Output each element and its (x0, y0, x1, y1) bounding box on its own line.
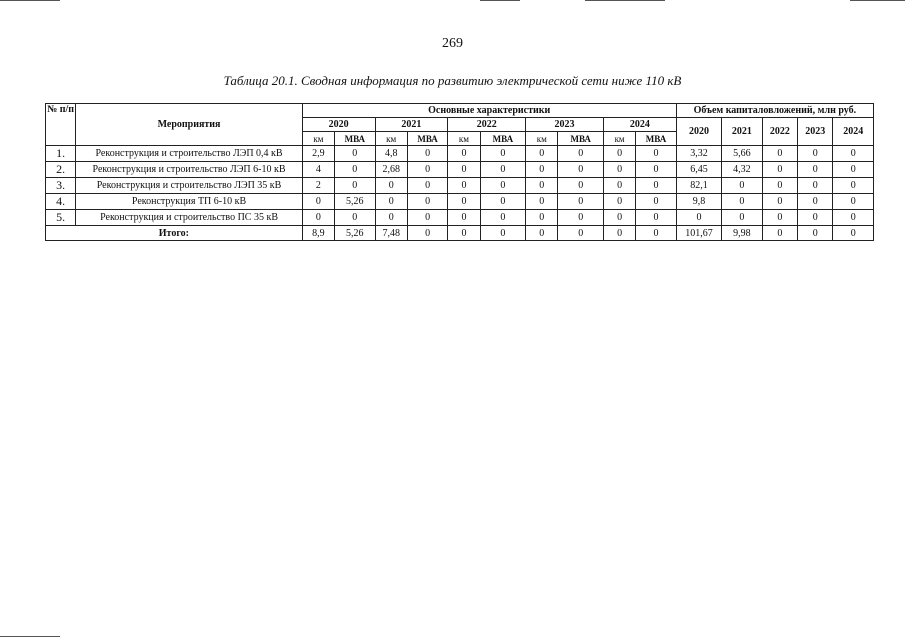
cell-value: 0 (480, 146, 525, 162)
summary-table (45, 103, 874, 241)
cell-value: 4,8 (375, 146, 407, 162)
total-invest: 101,67 (676, 226, 721, 241)
cell-value: 0 (603, 194, 635, 210)
total-value: 8,9 (302, 226, 334, 241)
cell-invest: 0 (833, 210, 874, 226)
header-year-2023: 2023 (526, 118, 604, 132)
total-row (46, 226, 874, 241)
table-title: Таблица 20.1. Сводная информация по развитию электрической сети ниже 110 кВ (223, 73, 682, 88)
cell-value: 0 (375, 210, 407, 226)
header-year-2022: 2022 (448, 118, 526, 132)
row-number: 1. (46, 146, 76, 162)
cell-value: 0 (526, 178, 558, 194)
total-invest: 0 (762, 226, 797, 241)
scan-edge-line-left (0, 0, 60, 1)
header-km: км (375, 132, 407, 146)
cell-value: 0 (603, 162, 635, 178)
total-value: 0 (448, 226, 480, 241)
cell-value: 0 (335, 178, 375, 194)
cell-invest: 0 (722, 178, 762, 194)
total-value: 7,48 (375, 226, 407, 241)
cell-value: 0 (335, 210, 375, 226)
cell-value: 0 (407, 146, 447, 162)
cell-invest: 3,32 (676, 146, 721, 162)
header-mva: МВА (558, 132, 603, 146)
cell-value: 5,26 (335, 194, 375, 210)
cell-value: 0 (558, 194, 603, 210)
total-label: Итого: (46, 226, 303, 241)
scan-edge-line-far-right (850, 0, 905, 1)
row-activity-name: Реконструкция и строительство ПС 35 кВ (76, 210, 302, 226)
row-number: 3. (46, 178, 76, 194)
cell-invest: 0 (762, 146, 797, 162)
header-mva: МВА (636, 132, 676, 146)
table-row (46, 210, 874, 226)
cell-value: 0 (636, 210, 676, 226)
cell-value: 0 (636, 146, 676, 162)
cell-value: 0 (603, 178, 635, 194)
header-year-2021: 2021 (375, 118, 448, 132)
header-invest-year-2023: 2023 (798, 118, 833, 146)
cell-value: 0 (448, 178, 480, 194)
header-mva: МВА (407, 132, 447, 146)
row-number: 5. (46, 210, 76, 226)
total-invest: 0 (833, 226, 874, 241)
total-invest: 0 (798, 226, 833, 241)
cell-value: 0 (558, 178, 603, 194)
cell-value: 0 (558, 210, 603, 226)
total-value: 5,26 (335, 226, 375, 241)
cell-invest: 0 (798, 210, 833, 226)
cell-invest: 0 (762, 178, 797, 194)
cell-invest: 0 (833, 194, 874, 210)
cell-invest: 0 (798, 162, 833, 178)
header-main-characteristics: Основные характеристики (302, 104, 676, 118)
cell-invest: 0 (722, 194, 762, 210)
row-activity-name: Реконструкция и строительство ЛЭП 35 кВ (76, 178, 302, 194)
scan-edge-line-mid (480, 0, 520, 1)
cell-value: 0 (375, 194, 407, 210)
header-invest-year-2024: 2024 (833, 118, 874, 146)
row-activity-name: Реконструкция и строительство ЛЭП 0,4 кВ (76, 146, 302, 162)
cell-value: 0 (407, 178, 447, 194)
table-row (46, 146, 874, 162)
cell-value: 2,9 (302, 146, 334, 162)
header-year-2020: 2020 (302, 118, 375, 132)
header-mva: МВА (480, 132, 525, 146)
total-value: 0 (480, 226, 525, 241)
cell-value: 2 (302, 178, 334, 194)
cell-value: 2,68 (375, 162, 407, 178)
cell-invest: 0 (798, 194, 833, 210)
total-invest: 9,98 (722, 226, 762, 241)
cell-value: 0 (448, 210, 480, 226)
cell-invest: 0 (833, 146, 874, 162)
cell-value: 0 (636, 178, 676, 194)
cell-value: 0 (480, 162, 525, 178)
cell-invest: 0 (722, 210, 762, 226)
total-value: 0 (636, 226, 676, 241)
header-mva: МВА (335, 132, 375, 146)
header-year-2024: 2024 (603, 118, 676, 132)
total-value: 0 (407, 226, 447, 241)
total-value: 0 (526, 226, 558, 241)
cell-invest: 0 (833, 162, 874, 178)
cell-invest: 5,66 (722, 146, 762, 162)
row-activity-name: Реконструкция ТП 6-10 кВ (76, 194, 302, 210)
header-invest-year-2022: 2022 (762, 118, 797, 146)
cell-value: 0 (407, 162, 447, 178)
row-number: 2. (46, 162, 76, 178)
cell-value: 0 (407, 210, 447, 226)
cell-value: 0 (480, 210, 525, 226)
cell-value: 0 (335, 146, 375, 162)
cell-value: 0 (526, 146, 558, 162)
table-row (46, 194, 874, 210)
cell-invest: 4,32 (722, 162, 762, 178)
cell-invest: 82,1 (676, 178, 721, 194)
table-row (46, 178, 874, 194)
cell-value: 0 (603, 210, 635, 226)
cell-invest: 0 (762, 162, 797, 178)
header-km: км (526, 132, 558, 146)
cell-invest: 0 (798, 178, 833, 194)
cell-value: 0 (526, 210, 558, 226)
cell-invest: 6,45 (676, 162, 721, 178)
header-row-1 (46, 104, 874, 118)
cell-value: 4 (302, 162, 334, 178)
cell-value: 0 (480, 194, 525, 210)
header-km: км (603, 132, 635, 146)
cell-value: 0 (526, 162, 558, 178)
cell-invest: 0 (833, 178, 874, 194)
cell-invest: 0 (762, 194, 797, 210)
row-activity-name: Реконструкция и строительство ЛЭП 6-10 кВ (76, 162, 302, 178)
cell-value: 0 (636, 194, 676, 210)
cell-invest: 9,8 (676, 194, 721, 210)
cell-value: 0 (603, 146, 635, 162)
header-investment: Объем капиталовложений, млн руб. (676, 104, 873, 118)
header-activity: Мероприятия (76, 104, 302, 146)
cell-value: 0 (375, 178, 407, 194)
total-value: 0 (603, 226, 635, 241)
header-invest-year-2020: 2020 (676, 118, 721, 146)
cell-value: 0 (448, 194, 480, 210)
header-invest-year-2021: 2021 (722, 118, 762, 146)
total-value: 0 (558, 226, 603, 241)
cell-value: 0 (636, 162, 676, 178)
cell-value: 0 (448, 162, 480, 178)
cell-value: 0 (407, 194, 447, 210)
header-num: № п/п (46, 104, 76, 146)
scan-edge-line-bottom (0, 636, 60, 637)
page-number: 269 (442, 36, 463, 51)
cell-value: 0 (302, 210, 334, 226)
cell-invest: 0 (762, 210, 797, 226)
cell-value: 0 (335, 162, 375, 178)
cell-value: 0 (558, 146, 603, 162)
cell-invest: 0 (676, 210, 721, 226)
cell-value: 0 (558, 162, 603, 178)
cell-value: 0 (448, 146, 480, 162)
table-row (46, 162, 874, 178)
row-number: 4. (46, 194, 76, 210)
header-km: км (448, 132, 480, 146)
summary-table-container (45, 103, 874, 241)
cell-value: 0 (302, 194, 334, 210)
header-km: км (302, 132, 334, 146)
scan-edge-line-right (585, 0, 665, 1)
cell-value: 0 (526, 194, 558, 210)
cell-value: 0 (480, 178, 525, 194)
cell-invest: 0 (798, 146, 833, 162)
